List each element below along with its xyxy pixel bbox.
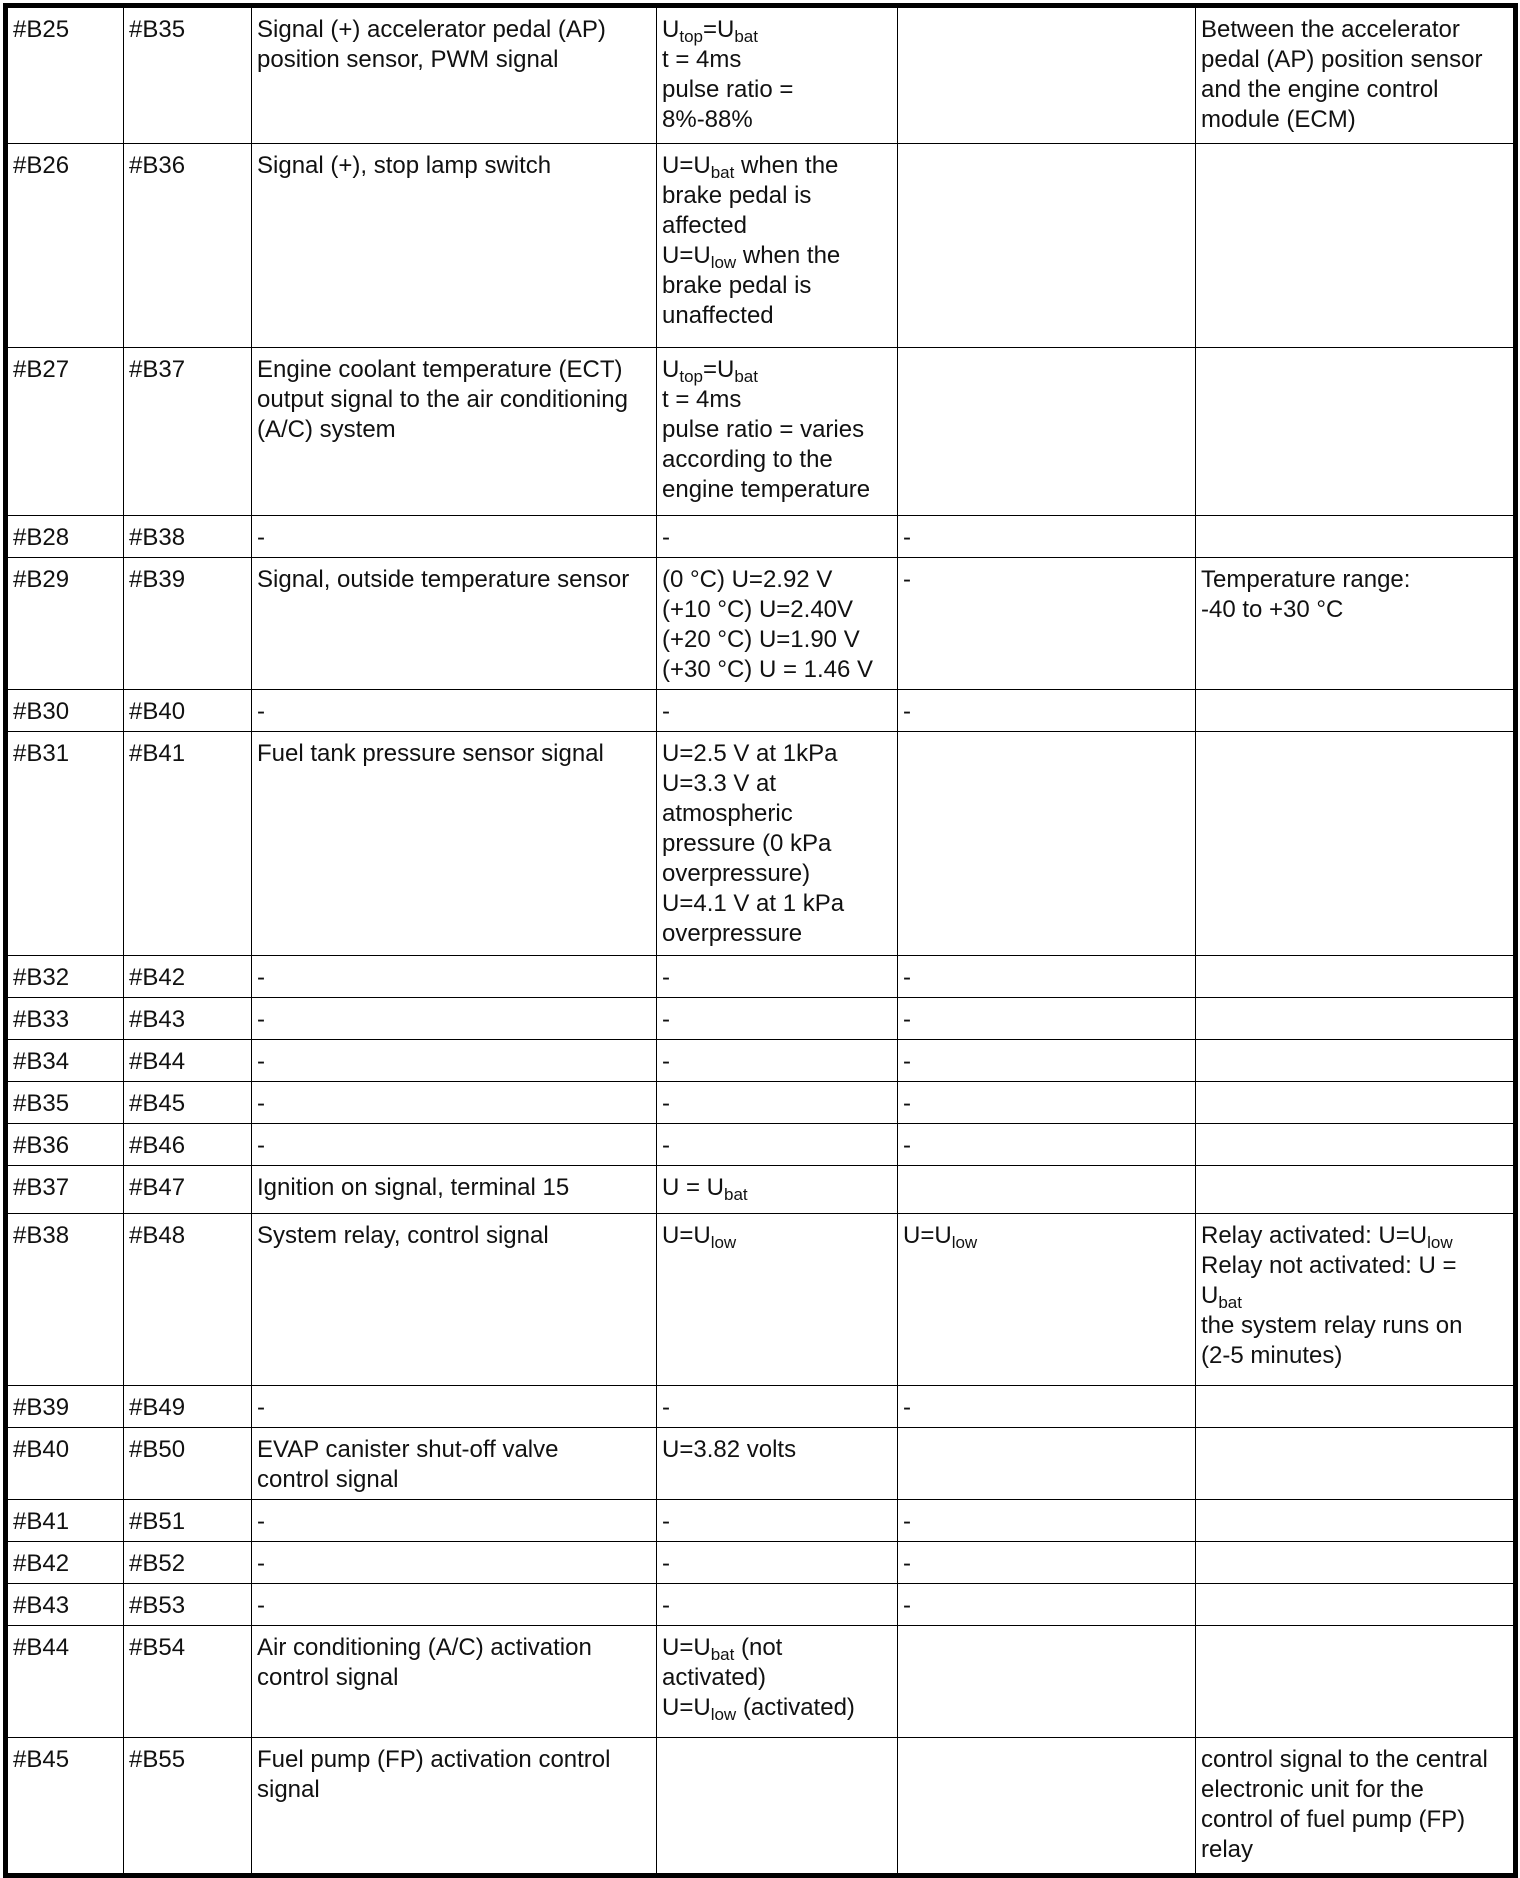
description-cell	[252, 6, 657, 144]
notes-cell	[1196, 1082, 1516, 1124]
cell-line: signal	[257, 1776, 320, 1803]
value-cell-2	[898, 732, 1196, 956]
pin-a-cell: #B40	[6, 1428, 124, 1500]
cell-line: and the engine control	[1201, 76, 1439, 103]
cell-line: Signal (+), stop lamp switch	[257, 152, 552, 179]
cell-line: Ignition on signal, terminal 15	[257, 1174, 570, 1201]
cell-line: -	[257, 964, 265, 991]
cell-line: -	[903, 1090, 911, 1117]
cell-line: relay	[1201, 1836, 1254, 1863]
cell-line: Fuel tank pressure sensor signal	[257, 740, 604, 767]
cell-line: EVAP canister shut-off valve	[257, 1436, 559, 1463]
notes-cell	[1196, 348, 1516, 516]
cell-line: -	[903, 566, 911, 593]
description-cell	[252, 732, 657, 956]
description-cell	[252, 690, 657, 732]
cell-line: -	[903, 964, 911, 991]
pin-b-cell: #B46	[124, 1124, 252, 1166]
cell-line: -	[257, 1550, 265, 1577]
cell-line: Fuel pump (FP) activation control	[257, 1746, 611, 1773]
cell-line: (0 °C) U=2.92 V	[662, 566, 833, 593]
notes-cell	[1196, 956, 1516, 998]
value-cell-1	[657, 348, 898, 516]
cell-line: Relay activated: $U=U_{low}$	[1201, 1222, 1453, 1252]
pin-a-cell: #B33	[6, 998, 124, 1040]
cell-line: according to the	[662, 446, 833, 473]
description-cell	[252, 1166, 657, 1214]
cell-line: -	[662, 1550, 670, 1577]
value-cell-2	[898, 956, 1196, 998]
table-row	[6, 144, 1516, 348]
notes-cell	[1196, 998, 1516, 1040]
value-cell-2	[898, 1386, 1196, 1428]
description-cell	[252, 998, 657, 1040]
pin-a-cell: #B27	[6, 348, 124, 516]
cell-line: -	[662, 524, 670, 551]
pin-b-cell: #B39	[124, 558, 252, 690]
cell-line: t = 4ms	[662, 386, 742, 413]
description-cell	[252, 1584, 657, 1626]
description-cell	[252, 516, 657, 558]
cell-line: -	[903, 1550, 911, 1577]
pin-a-cell: #B41	[6, 1500, 124, 1542]
cell-line: -	[662, 1132, 670, 1159]
pin-b-cell: #B37	[124, 348, 252, 516]
pin-a-cell: #B36	[6, 1124, 124, 1166]
value-cell-1	[657, 1626, 898, 1738]
pin-b-cell: #B40	[124, 690, 252, 732]
cell-line: -	[903, 1132, 911, 1159]
cell-line: U=3.3 V at	[662, 770, 777, 797]
value-cell-2	[898, 558, 1196, 690]
value-cell-2	[898, 1428, 1196, 1500]
cell-line: $U=U_{low}$	[903, 1222, 978, 1252]
value-cell-1	[657, 956, 898, 998]
description-cell	[252, 1738, 657, 1876]
table-row	[6, 1584, 1516, 1626]
value-cell-2	[898, 1214, 1196, 1386]
table-row	[6, 6, 1516, 144]
description-cell	[252, 1082, 657, 1124]
value-cell-2	[898, 1584, 1196, 1626]
value-cell-1	[657, 558, 898, 690]
notes-cell	[1196, 1428, 1516, 1500]
value-cell-2	[898, 1738, 1196, 1876]
pin-b-cell: #B55	[124, 1738, 252, 1876]
pin-a-cell: #B45	[6, 1738, 124, 1876]
value-cell-1	[657, 1124, 898, 1166]
cell-line: 8%-88%	[662, 106, 753, 133]
pin-b-cell: #B42	[124, 956, 252, 998]
notes-cell	[1196, 1542, 1516, 1584]
cell-line: -	[257, 698, 265, 725]
description-cell	[252, 144, 657, 348]
value-cell-1	[657, 1040, 898, 1082]
notes-cell	[1196, 1500, 1516, 1542]
pin-b-cell: #B43	[124, 998, 252, 1040]
cell-line: -	[662, 698, 670, 725]
cell-line: module (ECM)	[1201, 106, 1356, 133]
cell-line: overpressure)	[662, 860, 811, 887]
cell-line: pulse ratio =	[662, 76, 794, 103]
notes-cell	[1196, 732, 1516, 956]
notes-cell	[1196, 516, 1516, 558]
notes-cell	[1196, 1738, 1516, 1876]
cell-line: -	[903, 698, 911, 725]
notes-cell	[1196, 1166, 1516, 1214]
cell-line: -	[662, 1090, 670, 1117]
table-row	[6, 1428, 1516, 1500]
pin-b-cell: #B45	[124, 1082, 252, 1124]
cell-line: activated)	[662, 1664, 767, 1691]
description-cell	[252, 1626, 657, 1738]
description-cell	[252, 1500, 657, 1542]
description-cell	[252, 1124, 657, 1166]
value-cell-1	[657, 690, 898, 732]
cell-line: $U=U_{bat}$ when the	[662, 152, 839, 182]
value-cell-2	[898, 1626, 1196, 1738]
pin-b-cell: #B50	[124, 1428, 252, 1500]
cell-line: -	[662, 1006, 670, 1033]
cell-line: Between the accelerator	[1201, 16, 1460, 43]
notes-cell	[1196, 1124, 1516, 1166]
value-cell-1	[657, 1082, 898, 1124]
value-cell-2	[898, 1500, 1196, 1542]
cell-line: Signal, outside temperature sensor	[257, 566, 630, 593]
pin-a-cell: #B44	[6, 1626, 124, 1738]
cell-line: -	[257, 1048, 265, 1075]
cell-line: -	[257, 1394, 265, 1421]
cell-line: -	[257, 524, 265, 551]
notes-cell	[1196, 144, 1516, 348]
cell-line: brake pedal is	[662, 272, 812, 299]
cell-line: engine temperature	[662, 476, 871, 503]
value-cell-1	[657, 1428, 898, 1500]
description-cell	[252, 956, 657, 998]
pin-a-cell: #B32	[6, 956, 124, 998]
value-cell-1	[657, 144, 898, 348]
cell-line: control signal	[257, 1466, 399, 1493]
cell-line: (+10 °C) U=2.40V	[662, 596, 854, 623]
cell-line: -	[903, 524, 911, 551]
table-row	[6, 558, 1516, 690]
cell-line: control signal	[257, 1664, 399, 1691]
value-cell-1	[657, 1500, 898, 1542]
pin-a-cell: #B25	[6, 6, 124, 144]
pin-b-cell: #B44	[124, 1040, 252, 1082]
notes-cell	[1196, 558, 1516, 690]
cell-line: $U=U_{low}$	[662, 1222, 737, 1252]
table-row	[6, 1214, 1516, 1386]
value-cell-1	[657, 6, 898, 144]
value-cell-2	[898, 1040, 1196, 1082]
pin-b-cell: #B36	[124, 144, 252, 348]
cell-line: Engine coolant temperature (ECT)	[257, 356, 623, 383]
pin-b-cell: #B51	[124, 1500, 252, 1542]
value-cell-2	[898, 1082, 1196, 1124]
table-row	[6, 690, 1516, 732]
cell-line: affected	[662, 212, 747, 239]
pin-b-cell: #B54	[124, 1626, 252, 1738]
cell-line: $U=U_{bat}$ (not	[662, 1634, 783, 1664]
value-cell-1	[657, 1584, 898, 1626]
cell-line: $U=U_{low}$ (activated)	[662, 1694, 855, 1724]
value-cell-1	[657, 1166, 898, 1214]
cell-line: Relay not activated: U =	[1201, 1252, 1457, 1279]
table-row	[6, 1386, 1516, 1428]
cell-line: -	[662, 1508, 670, 1535]
notes-cell	[1196, 1626, 1516, 1738]
pin-a-cell: #B42	[6, 1542, 124, 1584]
table-row	[6, 956, 1516, 998]
pin-a-cell: #B30	[6, 690, 124, 732]
table-row	[6, 1738, 1516, 1876]
cell-line: System relay, control signal	[257, 1222, 549, 1249]
value-cell-2	[898, 690, 1196, 732]
pin-b-cell: #B48	[124, 1214, 252, 1386]
notes-cell	[1196, 1040, 1516, 1082]
value-cell-1	[657, 1738, 898, 1876]
cell-line: -	[257, 1006, 265, 1033]
cell-line: $U_{top}=U_{bat}$	[662, 16, 758, 46]
pin-b-cell: #B41	[124, 732, 252, 956]
pin-a-cell: #B38	[6, 1214, 124, 1386]
value-cell-1	[657, 1542, 898, 1584]
pin-b-cell: #B52	[124, 1542, 252, 1584]
notes-cell	[1196, 690, 1516, 732]
cell-line: -	[903, 1592, 911, 1619]
cell-line: electronic unit for the	[1201, 1776, 1424, 1803]
value-cell-2	[898, 998, 1196, 1040]
cell-line: -	[257, 1592, 265, 1619]
pin-a-cell: #B29	[6, 558, 124, 690]
description-cell	[252, 1542, 657, 1584]
cell-line: $U_{bat}$	[1201, 1282, 1242, 1312]
pin-b-cell: #B53	[124, 1584, 252, 1626]
pin-a-cell: #B28	[6, 516, 124, 558]
value-cell-1	[657, 1386, 898, 1428]
pin-a-cell: #B37	[6, 1166, 124, 1214]
pin-b-cell: #B38	[124, 516, 252, 558]
table-row	[6, 1626, 1516, 1738]
pin-b-cell: #B35	[124, 6, 252, 144]
value-cell-2	[898, 6, 1196, 144]
cell-line: -40 to +30 °C	[1201, 596, 1344, 623]
cell-line: -	[903, 1006, 911, 1033]
cell-line: the system relay runs on	[1201, 1312, 1463, 1339]
cell-line: U=4.1 V at 1 kPa	[662, 890, 845, 917]
cell-line: -	[903, 1394, 911, 1421]
value-cell-1	[657, 732, 898, 956]
pin-a-cell: #B39	[6, 1386, 124, 1428]
notes-cell	[1196, 1214, 1516, 1386]
cell-line: Signal (+) accelerator pedal (AP)	[257, 16, 606, 43]
cell-line: U=2.5 V at 1kPa	[662, 740, 838, 767]
table-row	[6, 516, 1516, 558]
pin-table	[3, 3, 1518, 1878]
cell-line: position sensor, PWM signal	[257, 46, 559, 73]
notes-cell	[1196, 1584, 1516, 1626]
description-cell	[252, 1214, 657, 1386]
value-cell-2	[898, 1166, 1196, 1214]
cell-line: t = 4ms	[662, 46, 742, 73]
pin-b-cell: #B47	[124, 1166, 252, 1214]
cell-line: -	[257, 1508, 265, 1535]
cell-line: (2-5 minutes)	[1201, 1342, 1343, 1369]
value-cell-1	[657, 516, 898, 558]
table-row	[6, 732, 1516, 956]
cell-line: output signal to the air conditioning	[257, 386, 628, 413]
notes-cell	[1196, 6, 1516, 144]
value-cell-2	[898, 1124, 1196, 1166]
pin-a-cell: #B34	[6, 1040, 124, 1082]
cell-line: $U=U_{low}$ when the	[662, 242, 841, 272]
cell-line: -	[662, 1394, 670, 1421]
notes-cell	[1196, 1386, 1516, 1428]
value-cell-1	[657, 1214, 898, 1386]
cell-line: -	[257, 1132, 265, 1159]
cell-line: Temperature range:	[1201, 566, 1411, 593]
value-cell-1	[657, 998, 898, 1040]
cell-line: unaffected	[662, 302, 774, 329]
description-cell	[252, 348, 657, 516]
cell-line: -	[662, 964, 670, 991]
cell-line: -	[662, 1048, 670, 1075]
cell-line: atmospheric	[662, 800, 793, 827]
cell-line: -	[257, 1090, 265, 1117]
table-row	[6, 1542, 1516, 1584]
description-cell	[252, 1040, 657, 1082]
cell-line: control of fuel pump (FP)	[1201, 1806, 1466, 1833]
cell-line: -	[903, 1508, 911, 1535]
cell-line: pressure (0 kPa	[662, 830, 832, 857]
cell-line: Air conditioning (A/C) activation	[257, 1634, 592, 1661]
pin-a-cell: #B31	[6, 732, 124, 956]
cell-line: overpressure	[662, 920, 803, 947]
value-cell-2	[898, 516, 1196, 558]
cell-line: pedal (AP) position sensor	[1201, 46, 1483, 73]
cell-line: U=3.82 volts	[662, 1436, 797, 1463]
cell-line: control signal to the central	[1201, 1746, 1488, 1773]
cell-line: -	[903, 1048, 911, 1075]
pin-a-cell: #B43	[6, 1584, 124, 1626]
table-row	[6, 1082, 1516, 1124]
description-cell	[252, 1386, 657, 1428]
table-row	[6, 1500, 1516, 1542]
value-cell-2	[898, 348, 1196, 516]
cell-line: brake pedal is	[662, 182, 812, 209]
description-cell	[252, 558, 657, 690]
table-row	[6, 348, 1516, 516]
cell-line: pulse ratio = varies	[662, 416, 865, 443]
cell-line: $U_{top}=U_{bat}$	[662, 356, 758, 386]
table-row	[6, 998, 1516, 1040]
value-cell-2	[898, 144, 1196, 348]
pin-a-cell: #B35	[6, 1082, 124, 1124]
table-row	[6, 1124, 1516, 1166]
cell-line: (A/C) system	[257, 416, 396, 443]
pin-b-cell: #B49	[124, 1386, 252, 1428]
table-row	[6, 1166, 1516, 1214]
pin-table-body	[6, 6, 1516, 1876]
cell-line: (+20 °C) U=1.90 V	[662, 626, 860, 653]
table-row	[6, 1040, 1516, 1082]
value-cell-2	[898, 1542, 1196, 1584]
cell-line: -	[662, 1592, 670, 1619]
pin-a-cell: #B26	[6, 144, 124, 348]
description-cell	[252, 1428, 657, 1500]
cell-line: (+30 °C) U = 1.46 V	[662, 656, 874, 683]
cell-line: $U = U_{bat}$	[662, 1174, 748, 1204]
